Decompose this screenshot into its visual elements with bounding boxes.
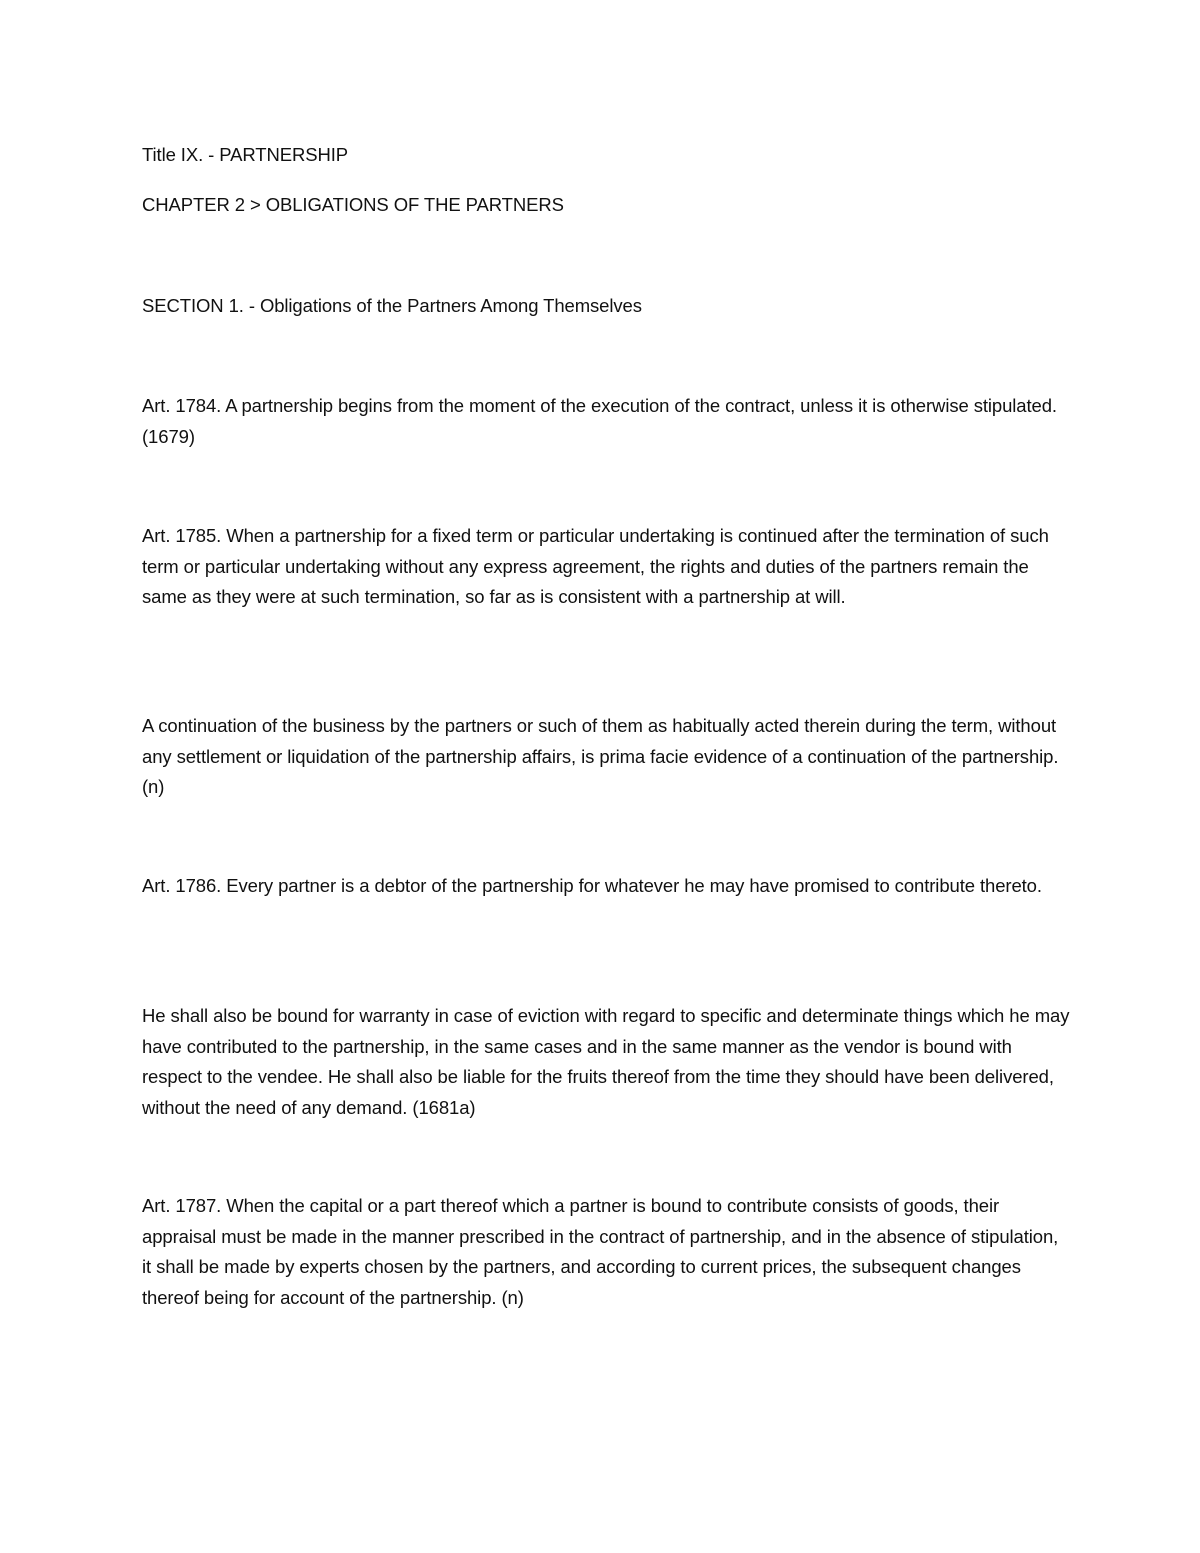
paragraph-continuation: A continuation of the business by the partners or such of them as habitually acted therein during the term, without any settlement or liquidation of the partnership affairs, is prima facie evidence of a continuation of the partnership. (n) [142, 715, 1059, 797]
chapter-heading: CHAPTER 2 > OBLIGATIONS OF THE PARTNERS [142, 194, 564, 215]
paragraph-art-1786: Art. 1786. Every partner is a debtor of the partnership for whatever he may have promised to contribute thereto. [142, 875, 1042, 896]
paragraph-warranty: He shall also be bound for warranty in case of eviction with regard to specific and determinate things which he may have contributed to the partnership, in the same cases and in the same manner as the vendor is bound with respect to the vendee. He shall also be liable for the fruits thereof from the time they should have been delivered, without the need of any demand. (1681a) [142, 1005, 1070, 1118]
paragraph-art-1787: Art. 1787. When the capital or a part thereof which a partner is bound to contribute consists of goods, their appraisal must be made in the manner prescribed in the contract of partnership, and in the absence of stipulation, it shall be made by experts chosen by the partners, and according to current prices, the subsequent changes thereof being for account of the partnership. (n) [142, 1195, 1059, 1308]
paragraph-art-1785: Art. 1785. When a partnership for a fixed term or particular undertaking is continued after the termination of such term or particular undertaking without any express agreement, the rights and duties of the partners remain the same as they were at such termination, so far as is consistent with a partnership at will. [142, 525, 1049, 607]
document-title: Title IX. - PARTNERSHIP [142, 144, 349, 165]
section-heading: SECTION 1. - Obligations of the Partners Among Themselves [142, 295, 642, 316]
paragraph-art-1784: Art. 1784. A partnership begins from the moment of the execution of the contract, unless it is otherwise stipulated. (1679) [142, 395, 1057, 447]
